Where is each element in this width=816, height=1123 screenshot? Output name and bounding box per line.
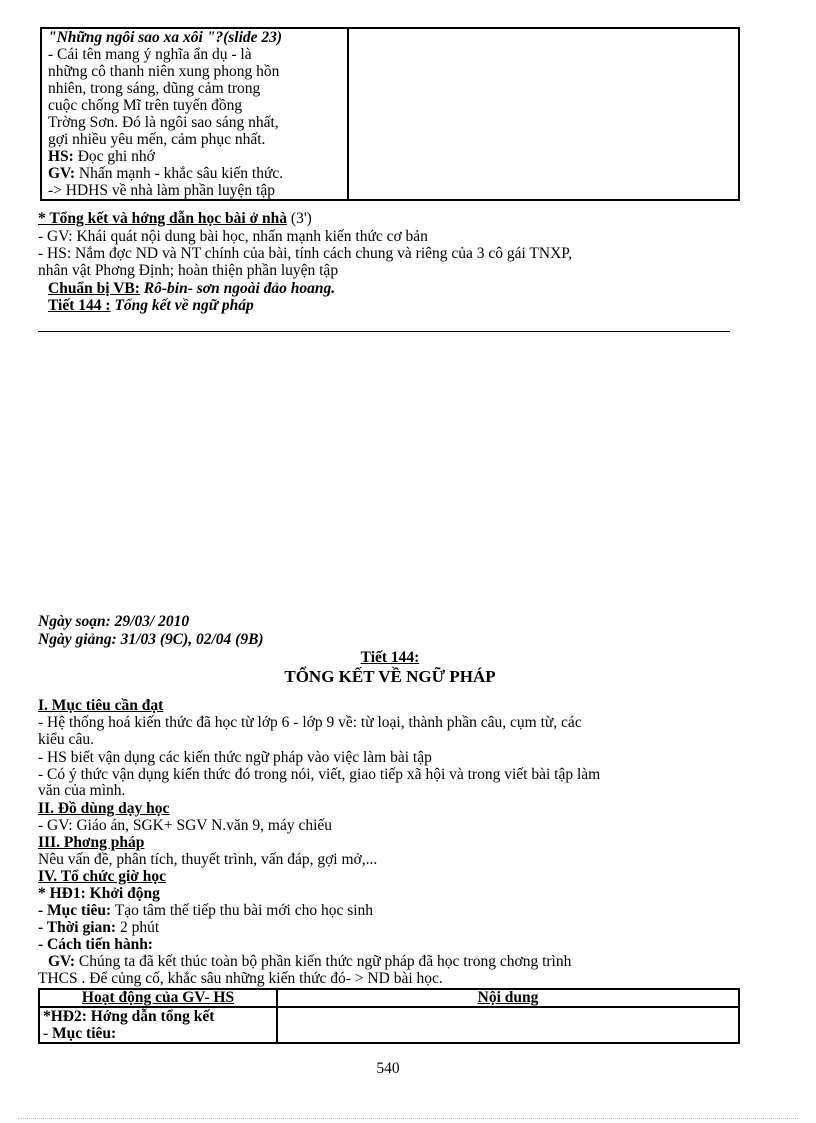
left-line: nhiên, trong sáng, dũng cảm trong — [48, 80, 261, 97]
section-1-line: - HS biết vận dụng các kiến thức ngữ pháp vào việc làm bài tập — [38, 749, 432, 766]
gv-intro-text: Chúng ta đã kết thúc toàn bộ phần kiến thức ngữ pháp đã học trong chơng trình — [75, 953, 572, 970]
lesson-title: TỔNG KẾT VỀ NGỮ PHÁP — [284, 667, 496, 686]
page-number: 540 — [376, 1060, 400, 1077]
section-3-line: Nêu vấn đề, phân tích, thuyết trình, vấn đáp, gợi mở,... — [38, 851, 378, 868]
date-taught: Ngày giảng: 31/03 (9C), 02/04 (9B) — [38, 631, 264, 648]
top-table-divider — [347, 27, 349, 201]
summary-heading: * Tổng kết và hớng dẫn học bài ở nhà — [38, 210, 288, 227]
content-col-header: Nội dung — [477, 989, 539, 1006]
date-prepared: Ngày soạn: 29/03/ 2010 — [38, 613, 190, 630]
section-1-line: - Hệ thống hoá kiến thức đã học từ lớp 6 - lớp 9 về: từ loại, thành phần câu, cụm từ, các — [38, 714, 582, 731]
gv-intro-label: GV: — [48, 953, 75, 970]
time-label: - Thời gian: — [38, 919, 117, 936]
section-3-heading: III. Phơng pháp — [38, 834, 145, 851]
summary-line: nhân vật Phơng Định; hoàn thiện phần luyện tập — [38, 262, 339, 279]
time-text: 2 phút — [116, 919, 160, 936]
summary-time: (3') — [287, 210, 312, 227]
section-1-line: - Có ý thức vận dụng kiến thức đó trong nói, viết, giao tiếp xã hội và trong viết bài tập làm — [38, 766, 601, 783]
hs-line — [48, 149, 155, 165]
hd1-heading: * HĐ1: Khởi động — [38, 885, 160, 902]
goal-label: - Mục tiêu: — [38, 902, 112, 919]
gv-label: GV: — [48, 165, 75, 182]
hs-label: HS: — [48, 148, 74, 165]
section-separator — [38, 331, 730, 332]
goal-text: Tạo tâm thế tiếp thu bài mới cho học sinh — [111, 902, 374, 919]
left-line: gợi nhiều yêu mến, cảm phục nhất. — [48, 131, 266, 148]
left-line: Trờng Sơn. Đó là ngôi sao sáng nhất, — [48, 114, 279, 131]
left-line: cuộc chống Mĩ trên tuyến đồng — [48, 97, 243, 114]
activity-col-header: Hoạt động của GV- HS — [81, 989, 235, 1006]
next-lesson-line — [48, 298, 254, 314]
gv-text: Nhấn mạnh - khắc sâu kiến thức. — [75, 165, 284, 182]
page-bottom-edge — [18, 1118, 798, 1119]
section-2-heading: II. Đồ dùng dạy học — [38, 800, 170, 817]
gv-intro-line-2: THCS . Để củng cố, khắc sâu những kiến thức đó- > ND bài học. — [38, 970, 443, 987]
next-label: Tiết 144 : — [48, 297, 111, 314]
goal-line — [38, 903, 373, 919]
prep-label: Chuẩn bị VB: — [48, 280, 140, 297]
section-4-heading: IV. Tổ chức giờ học — [38, 868, 166, 885]
left-last-line: -> HDHS về nhà làm phần luyện tập — [48, 182, 275, 199]
time-line — [38, 920, 159, 936]
left-line: - Cái tên mang ý nghĩa ẩn dụ - là — [48, 46, 252, 63]
hs-text: Đọc ghi nhớ — [73, 148, 155, 165]
next-text: Tổng kết về ngữ pháp — [110, 297, 254, 314]
lesson-period: Tiết 144: — [360, 649, 420, 666]
hd2-goal: - Mục tiêu: — [43, 1025, 117, 1042]
summary-line: - GV: Khái quát nội dung bài học, nhấn mạnh kiến thức cơ bản — [38, 228, 428, 245]
section-1-line: kiểu câu. — [38, 731, 94, 748]
summary-line: - HS: Nắm đợc ND và NT chính của bài, tính cách chung và riêng của 3 cô gái TNXP, — [38, 245, 573, 262]
slide-title: "Những ngôi sao xa xôi "?(slide 23) — [48, 29, 283, 46]
method-heading: - Cách tiến hành: — [38, 936, 153, 953]
gv-intro-line — [48, 954, 571, 970]
prep-line — [48, 281, 335, 297]
section-1-line: văn của mình. — [38, 782, 126, 799]
left-line: những cô thanh niên xung phong hồn — [48, 63, 280, 80]
section-1-heading: I. Mục tiêu cần đạt — [38, 697, 164, 714]
summary-heading-line — [38, 211, 312, 227]
hd2-heading: *HĐ2: Hớng dẫn tổng kết — [43, 1008, 215, 1025]
gv-line — [48, 166, 283, 182]
section-2-line: - GV: Giáo án, SGK+ SGV N.văn 9, máy chiếu — [38, 817, 333, 834]
prep-text: Rô-bin- sơn ngoài đảo hoang. — [139, 280, 336, 297]
